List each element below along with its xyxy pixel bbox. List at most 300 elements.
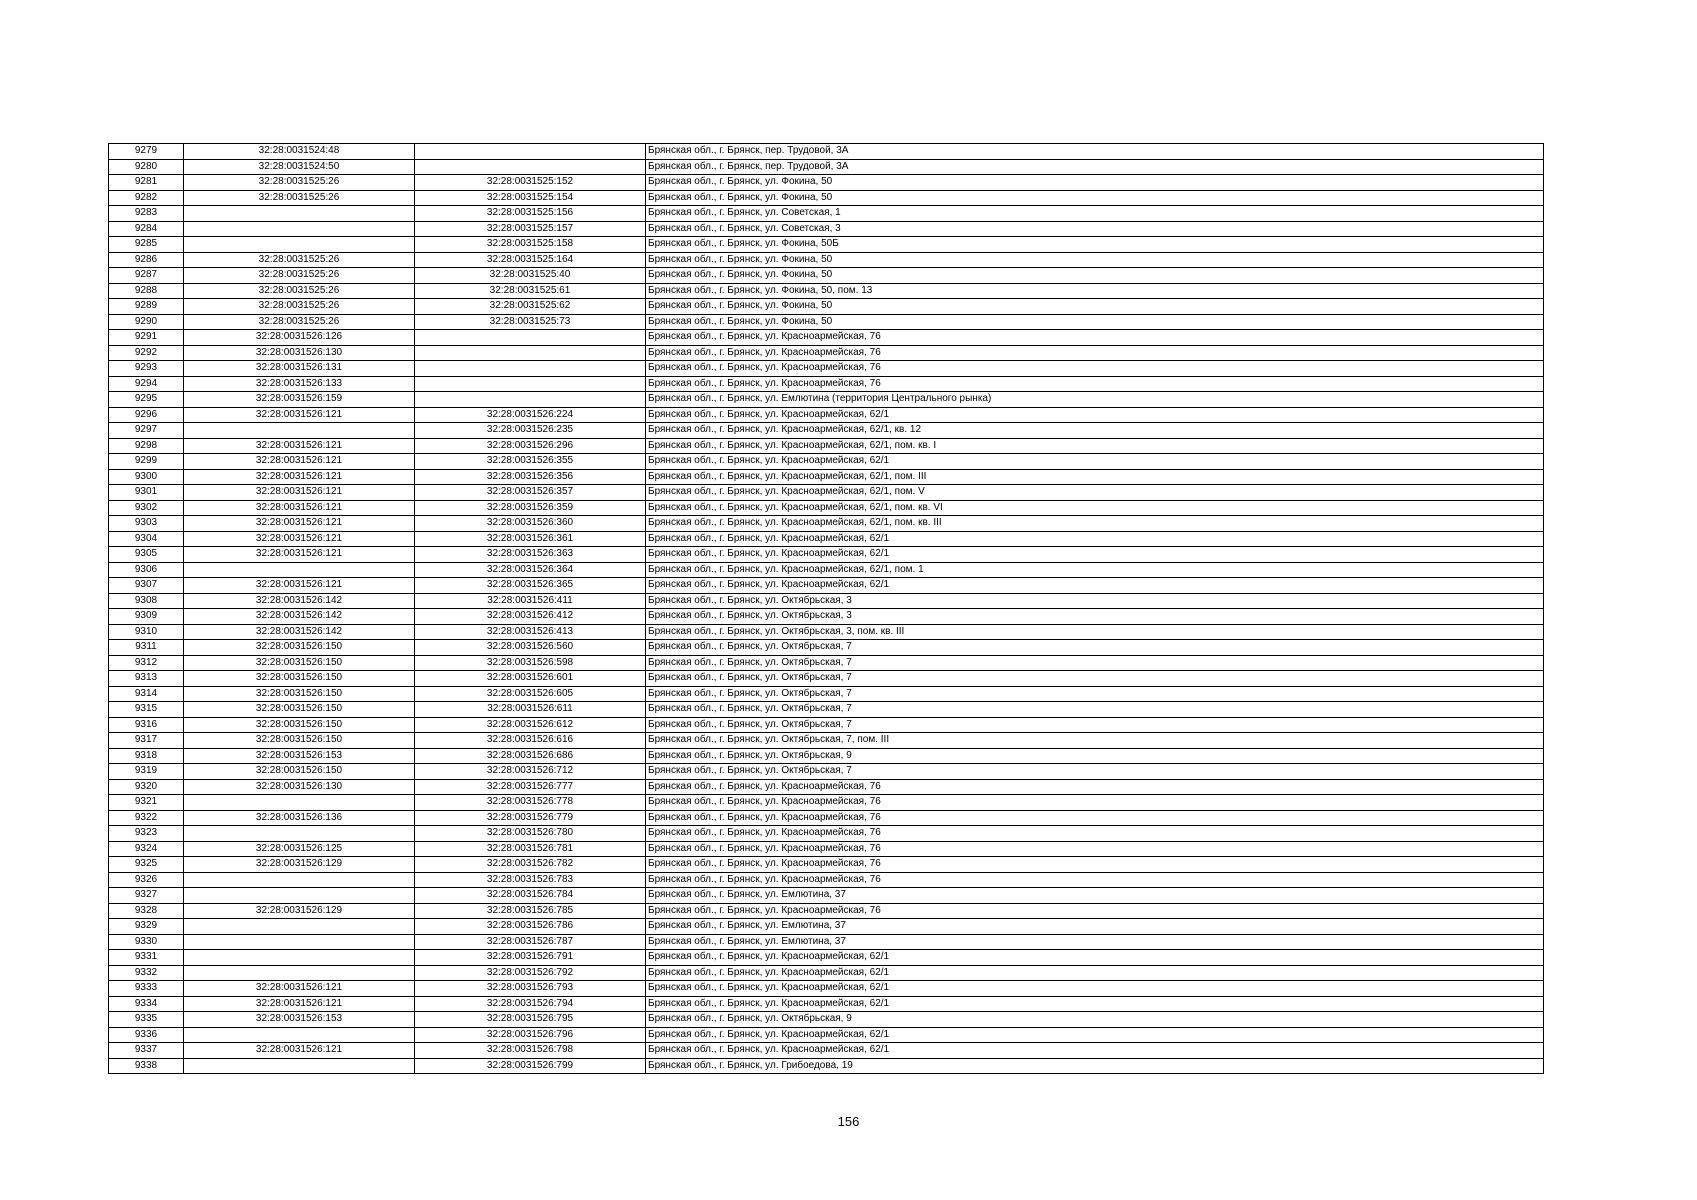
parent-cadastral-number-cell: 32:28:0031526:121 bbox=[184, 407, 415, 423]
cadastral-number-cell: 32:28:0031526:686 bbox=[415, 748, 646, 764]
address-cell: Брянская обл., г. Брянск, ул. Октябрьская, 3, пом. кв. III bbox=[646, 624, 1544, 640]
table-row bbox=[109, 981, 1544, 997]
parent-cadastral-number-cell bbox=[184, 1058, 415, 1074]
row-number-cell: 9310 bbox=[109, 624, 184, 640]
row-number-cell: 9320 bbox=[109, 779, 184, 795]
row-number-cell: 9306 bbox=[109, 562, 184, 578]
parent-cadastral-number-cell: 32:28:0031526:150 bbox=[184, 640, 415, 656]
address-cell: Брянская обл., г. Брянск, ул. Октябрьская, 9 bbox=[646, 1012, 1544, 1028]
table-row bbox=[109, 159, 1544, 175]
table-row bbox=[109, 361, 1544, 377]
row-number-cell: 9287 bbox=[109, 268, 184, 284]
cadastral-number-cell: 32:28:0031526:560 bbox=[415, 640, 646, 656]
cadastral-number-cell bbox=[415, 345, 646, 361]
address-cell: Брянская обл., г. Брянск, ул. Фокина, 50 bbox=[646, 252, 1544, 268]
address-cell: Брянская обл., г. Брянск, ул. Красноармейская, 62/1 bbox=[646, 950, 1544, 966]
row-number-cell: 9327 bbox=[109, 888, 184, 904]
cadastral-number-cell: 32:28:0031526:782 bbox=[415, 857, 646, 873]
cadastral-number-cell: 32:28:0031525:152 bbox=[415, 175, 646, 191]
address-cell: Брянская обл., г. Брянск, ул. Красноармейская, 76 bbox=[646, 361, 1544, 377]
row-number-cell: 9304 bbox=[109, 531, 184, 547]
table-row bbox=[109, 857, 1544, 873]
row-number-cell: 9325 bbox=[109, 857, 184, 873]
row-number-cell: 9313 bbox=[109, 671, 184, 687]
address-cell: Брянская обл., г. Брянск, ул. Красноармейская, 62/1 bbox=[646, 981, 1544, 997]
table-row bbox=[109, 717, 1544, 733]
parent-cadastral-number-cell: 32:28:0031526:121 bbox=[184, 438, 415, 454]
address-cell: Брянская обл., г. Брянск, ул. Красноармейская, 76 bbox=[646, 857, 1544, 873]
address-cell: Брянская обл., г. Брянск, ул. Октябрьская, 3 bbox=[646, 593, 1544, 609]
table-row bbox=[109, 299, 1544, 315]
address-cell: Брянская обл., г. Брянск, ул. Октябрьская, 9 bbox=[646, 748, 1544, 764]
parent-cadastral-number-cell: 32:28:0031525:26 bbox=[184, 314, 415, 330]
address-cell: Брянская обл., г. Брянск, ул. Красноармейская, 62/1, пом. кв. I bbox=[646, 438, 1544, 454]
table-row bbox=[109, 934, 1544, 950]
parent-cadastral-number-cell: 32:28:0031526:121 bbox=[184, 578, 415, 594]
address-cell: Брянская обл., г. Брянск, ул. Красноармейская, 62/1 bbox=[646, 996, 1544, 1012]
table-row bbox=[109, 733, 1544, 749]
row-number-cell: 9291 bbox=[109, 330, 184, 346]
cadastral-number-cell: 32:28:0031526:413 bbox=[415, 624, 646, 640]
parent-cadastral-number-cell: 32:28:0031526:121 bbox=[184, 485, 415, 501]
parent-cadastral-number-cell bbox=[184, 206, 415, 222]
table-row bbox=[109, 826, 1544, 842]
row-number-cell: 9326 bbox=[109, 872, 184, 888]
row-number-cell: 9307 bbox=[109, 578, 184, 594]
parent-cadastral-number-cell bbox=[184, 795, 415, 811]
cadastral-number-cell: 32:28:0031526:712 bbox=[415, 764, 646, 780]
parent-cadastral-number-cell: 32:28:0031526:130 bbox=[184, 779, 415, 795]
cadastral-number-cell: 32:28:0031526:598 bbox=[415, 655, 646, 671]
parent-cadastral-number-cell: 32:28:0031526:129 bbox=[184, 857, 415, 873]
cadastral-number-cell: 32:28:0031526:411 bbox=[415, 593, 646, 609]
address-cell: Брянская обл., г. Брянск, ул. Красноармейская, 76 bbox=[646, 872, 1544, 888]
cadastral-number-cell: 32:28:0031526:794 bbox=[415, 996, 646, 1012]
cadastral-number-cell: 32:28:0031526:612 bbox=[415, 717, 646, 733]
table-row bbox=[109, 516, 1544, 532]
row-number-cell: 9335 bbox=[109, 1012, 184, 1028]
table-row bbox=[109, 996, 1544, 1012]
row-number-cell: 9298 bbox=[109, 438, 184, 454]
table-row bbox=[109, 578, 1544, 594]
cadastral-number-cell: 32:28:0031525:158 bbox=[415, 237, 646, 253]
table-row bbox=[109, 888, 1544, 904]
table-row bbox=[109, 764, 1544, 780]
address-cell: Брянская обл., г. Брянск, ул. Грибоедова, 19 bbox=[646, 1058, 1544, 1074]
cadastral-number-cell: 32:28:0031526:361 bbox=[415, 531, 646, 547]
table-row bbox=[109, 965, 1544, 981]
row-number-cell: 9299 bbox=[109, 454, 184, 470]
address-cell: Брянская обл., г. Брянск, ул. Октябрьская, 7, пом. III bbox=[646, 733, 1544, 749]
row-number-cell: 9308 bbox=[109, 593, 184, 609]
cadastral-number-cell: 32:28:0031526:778 bbox=[415, 795, 646, 811]
row-number-cell: 9288 bbox=[109, 283, 184, 299]
address-cell: Брянская обл., г. Брянск, ул. Емлютина, 37 bbox=[646, 888, 1544, 904]
table-row bbox=[109, 144, 1544, 160]
parent-cadastral-number-cell bbox=[184, 950, 415, 966]
table-row bbox=[109, 438, 1544, 454]
row-number-cell: 9318 bbox=[109, 748, 184, 764]
table-row bbox=[109, 795, 1544, 811]
parent-cadastral-number-cell: 32:28:0031526:150 bbox=[184, 655, 415, 671]
cadastral-number-cell: 32:28:0031525:164 bbox=[415, 252, 646, 268]
row-number-cell: 9301 bbox=[109, 485, 184, 501]
parent-cadastral-number-cell: 32:28:0031526:121 bbox=[184, 516, 415, 532]
address-cell: Брянская обл., г. Брянск, ул. Фокина, 50 bbox=[646, 268, 1544, 284]
address-cell: Брянская обл., г. Брянск, ул. Фокина, 50, пом. 13 bbox=[646, 283, 1544, 299]
address-cell: Брянская обл., г. Брянск, ул. Красноармейская, 76 bbox=[646, 826, 1544, 842]
cadastral-number-cell: 32:28:0031526:356 bbox=[415, 469, 646, 485]
table-row bbox=[109, 221, 1544, 237]
parent-cadastral-number-cell: 32:28:0031526:121 bbox=[184, 547, 415, 563]
table-row bbox=[109, 903, 1544, 919]
row-number-cell: 9289 bbox=[109, 299, 184, 315]
address-cell: Брянская обл., г. Брянск, ул. Красноармейская, 62/1, пом. кв. VI bbox=[646, 500, 1544, 516]
parent-cadastral-number-cell: 32:28:0031526:121 bbox=[184, 996, 415, 1012]
row-number-cell: 9290 bbox=[109, 314, 184, 330]
row-number-cell: 9295 bbox=[109, 392, 184, 408]
cadastral-number-cell: 32:28:0031525:61 bbox=[415, 283, 646, 299]
cadastral-number-cell: 32:28:0031526:781 bbox=[415, 841, 646, 857]
row-number-cell: 9333 bbox=[109, 981, 184, 997]
address-cell: Брянская обл., г. Брянск, ул. Октябрьская, 7 bbox=[646, 686, 1544, 702]
parent-cadastral-number-cell: 32:28:0031526:150 bbox=[184, 764, 415, 780]
table-row bbox=[109, 1058, 1544, 1074]
row-number-cell: 9279 bbox=[109, 144, 184, 160]
address-cell: Брянская обл., г. Брянск, ул. Красноармейская, 62/1 bbox=[646, 407, 1544, 423]
parent-cadastral-number-cell bbox=[184, 826, 415, 842]
row-number-cell: 9334 bbox=[109, 996, 184, 1012]
cadastral-number-cell: 32:28:0031526:360 bbox=[415, 516, 646, 532]
table-row bbox=[109, 407, 1544, 423]
parent-cadastral-number-cell: 32:28:0031526:153 bbox=[184, 1012, 415, 1028]
table-row bbox=[109, 190, 1544, 206]
address-cell: Брянская обл., г. Брянск, ул. Красноармейская, 62/1, пом. V bbox=[646, 485, 1544, 501]
table-row bbox=[109, 671, 1544, 687]
table-row bbox=[109, 345, 1544, 361]
row-number-cell: 9283 bbox=[109, 206, 184, 222]
row-number-cell: 9305 bbox=[109, 547, 184, 563]
page-number: 156 bbox=[837, 1114, 860, 1129]
address-cell: Брянская обл., г. Брянск, ул. Красноармейская, 76 bbox=[646, 810, 1544, 826]
cadastral-number-cell: 32:28:0031526:364 bbox=[415, 562, 646, 578]
row-number-cell: 9319 bbox=[109, 764, 184, 780]
cadastral-number-cell: 32:28:0031526:611 bbox=[415, 702, 646, 718]
row-number-cell: 9323 bbox=[109, 826, 184, 842]
table-row bbox=[109, 950, 1544, 966]
parent-cadastral-number-cell: 32:28:0031526:142 bbox=[184, 609, 415, 625]
cadastral-number-cell: 32:28:0031526:355 bbox=[415, 454, 646, 470]
cadastral-number-cell: 32:28:0031526:779 bbox=[415, 810, 646, 826]
row-number-cell: 9329 bbox=[109, 919, 184, 935]
row-number-cell: 9303 bbox=[109, 516, 184, 532]
cadastral-number-cell bbox=[415, 159, 646, 175]
cadastral-number-cell: 32:28:0031526:365 bbox=[415, 578, 646, 594]
parent-cadastral-number-cell: 32:28:0031526:121 bbox=[184, 500, 415, 516]
row-number-cell: 9322 bbox=[109, 810, 184, 826]
address-cell: Брянская обл., г. Брянск, ул. Октябрьская, 7 bbox=[646, 640, 1544, 656]
table-row bbox=[109, 175, 1544, 191]
parent-cadastral-number-cell: 32:28:0031526:150 bbox=[184, 717, 415, 733]
cadastral-number-cell: 32:28:0031526:786 bbox=[415, 919, 646, 935]
row-number-cell: 9285 bbox=[109, 237, 184, 253]
table-row bbox=[109, 810, 1544, 826]
parent-cadastral-number-cell: 32:28:0031526:153 bbox=[184, 748, 415, 764]
table-row bbox=[109, 593, 1544, 609]
parent-cadastral-number-cell: 32:28:0031525:26 bbox=[184, 283, 415, 299]
address-cell: Брянская обл., г. Брянск, ул. Красноармейская, 62/1 bbox=[646, 547, 1544, 563]
cadastral-number-cell: 32:28:0031526:296 bbox=[415, 438, 646, 454]
row-number-cell: 9296 bbox=[109, 407, 184, 423]
parent-cadastral-number-cell: 32:28:0031526:126 bbox=[184, 330, 415, 346]
address-cell: Брянская обл., г. Брянск, ул. Красноармейская, 62/1 bbox=[646, 531, 1544, 547]
cadastral-number-cell: 32:28:0031526:796 bbox=[415, 1027, 646, 1043]
table-row bbox=[109, 702, 1544, 718]
parent-cadastral-number-cell: 32:28:0031526:133 bbox=[184, 376, 415, 392]
address-cell: Брянская обл., г. Брянск, ул. Красноармейская, 62/1, пом. кв. III bbox=[646, 516, 1544, 532]
parent-cadastral-number-cell: 32:28:0031526:121 bbox=[184, 981, 415, 997]
address-cell: Брянская обл., г. Брянск, ул. Красноармейская, 76 bbox=[646, 841, 1544, 857]
row-number-cell: 9331 bbox=[109, 950, 184, 966]
row-number-cell: 9284 bbox=[109, 221, 184, 237]
address-cell: Брянская обл., г. Брянск, ул. Красноармейская, 76 bbox=[646, 779, 1544, 795]
address-cell: Брянская обл., г. Брянск, ул. Красноармейская, 62/1 bbox=[646, 578, 1544, 594]
address-cell: Брянская обл., г. Брянск, ул. Октябрьская, 7 bbox=[646, 764, 1544, 780]
registry-sheet bbox=[108, 143, 1543, 1074]
table-row bbox=[109, 919, 1544, 935]
cadastral-number-cell: 32:28:0031526:357 bbox=[415, 485, 646, 501]
row-number-cell: 9282 bbox=[109, 190, 184, 206]
parent-cadastral-number-cell: 32:28:0031525:26 bbox=[184, 268, 415, 284]
row-number-cell: 9314 bbox=[109, 686, 184, 702]
cadastral-number-cell: 32:28:0031526:785 bbox=[415, 903, 646, 919]
row-number-cell: 9317 bbox=[109, 733, 184, 749]
table-row bbox=[109, 686, 1544, 702]
row-number-cell: 9311 bbox=[109, 640, 184, 656]
row-number-cell: 9324 bbox=[109, 841, 184, 857]
parent-cadastral-number-cell: 32:28:0031525:26 bbox=[184, 252, 415, 268]
address-cell: Брянская обл., г. Брянск, ул. Октябрьская, 7 bbox=[646, 702, 1544, 718]
parent-cadastral-number-cell: 32:28:0031526:150 bbox=[184, 702, 415, 718]
table-row bbox=[109, 330, 1544, 346]
cadastral-number-cell: 32:28:0031525:154 bbox=[415, 190, 646, 206]
table-row bbox=[109, 872, 1544, 888]
parent-cadastral-number-cell: 32:28:0031526:131 bbox=[184, 361, 415, 377]
row-number-cell: 9330 bbox=[109, 934, 184, 950]
cadastral-number-cell: 32:28:0031526:224 bbox=[415, 407, 646, 423]
row-number-cell: 9286 bbox=[109, 252, 184, 268]
table-row bbox=[109, 748, 1544, 764]
cadastral-number-cell: 32:28:0031526:795 bbox=[415, 1012, 646, 1028]
row-number-cell: 9312 bbox=[109, 655, 184, 671]
table-row bbox=[109, 392, 1544, 408]
table-row bbox=[109, 206, 1544, 222]
cadastral-number-cell: 32:28:0031526:601 bbox=[415, 671, 646, 687]
cadastral-number-cell: 32:28:0031526:780 bbox=[415, 826, 646, 842]
table-row bbox=[109, 376, 1544, 392]
parent-cadastral-number-cell bbox=[184, 423, 415, 439]
table-row bbox=[109, 624, 1544, 640]
parent-cadastral-number-cell bbox=[184, 919, 415, 935]
cadastral-number-cell: 32:28:0031526:783 bbox=[415, 872, 646, 888]
address-cell: Брянская обл., г. Брянск, ул. Фокина, 50 bbox=[646, 314, 1544, 330]
address-cell: Брянская обл., г. Брянск, ул. Красноармейская, 62/1, пом. III bbox=[646, 469, 1544, 485]
table-row bbox=[109, 500, 1544, 516]
table-row bbox=[109, 1043, 1544, 1059]
parent-cadastral-number-cell bbox=[184, 562, 415, 578]
table-row bbox=[109, 640, 1544, 656]
parent-cadastral-number-cell: 32:28:0031524:48 bbox=[184, 144, 415, 160]
parent-cadastral-number-cell: 32:28:0031526:150 bbox=[184, 671, 415, 687]
parent-cadastral-number-cell: 32:28:0031526:129 bbox=[184, 903, 415, 919]
cadastral-number-cell: 32:28:0031526:792 bbox=[415, 965, 646, 981]
address-cell: Брянская обл., г. Брянск, ул. Красноармейская, 62/1 bbox=[646, 1027, 1544, 1043]
parent-cadastral-number-cell: 32:28:0031526:130 bbox=[184, 345, 415, 361]
cadastral-number-cell: 32:28:0031525:156 bbox=[415, 206, 646, 222]
cadastral-number-cell: 32:28:0031526:412 bbox=[415, 609, 646, 625]
table-row bbox=[109, 423, 1544, 439]
parent-cadastral-number-cell: 32:28:0031525:26 bbox=[184, 190, 415, 206]
row-number-cell: 9293 bbox=[109, 361, 184, 377]
row-number-cell: 9328 bbox=[109, 903, 184, 919]
address-cell: Брянская обл., г. Брянск, ул. Советская, 1 bbox=[646, 206, 1544, 222]
table-row bbox=[109, 283, 1544, 299]
parent-cadastral-number-cell: 32:28:0031526:142 bbox=[184, 593, 415, 609]
address-cell: Брянская обл., г. Брянск, ул. Красноармейская, 76 bbox=[646, 903, 1544, 919]
parent-cadastral-number-cell bbox=[184, 965, 415, 981]
cadastral-number-cell: 32:28:0031526:791 bbox=[415, 950, 646, 966]
address-cell: Брянская обл., г. Брянск, пер. Трудовой, 3А bbox=[646, 144, 1544, 160]
cadastral-number-cell: 32:28:0031526:363 bbox=[415, 547, 646, 563]
address-cell: Брянская обл., г. Брянск, ул. Красноармейская, 76 bbox=[646, 330, 1544, 346]
cadastral-number-cell bbox=[415, 330, 646, 346]
parent-cadastral-number-cell bbox=[184, 237, 415, 253]
address-cell: Брянская обл., г. Брянск, ул. Красноармейская, 62/1 bbox=[646, 454, 1544, 470]
address-cell: Брянская обл., г. Брянск, ул. Красноармейская, 76 bbox=[646, 345, 1544, 361]
parent-cadastral-number-cell: 32:28:0031526:150 bbox=[184, 686, 415, 702]
row-number-cell: 9338 bbox=[109, 1058, 184, 1074]
address-cell: Брянская обл., г. Брянск, пер. Трудовой, 3А bbox=[646, 159, 1544, 175]
address-cell: Брянская обл., г. Брянск, ул. Октябрьская, 7 bbox=[646, 717, 1544, 733]
cadastral-number-cell: 32:28:0031526:777 bbox=[415, 779, 646, 795]
table-row bbox=[109, 562, 1544, 578]
row-number-cell: 9281 bbox=[109, 175, 184, 191]
parent-cadastral-number-cell bbox=[184, 872, 415, 888]
address-cell: Брянская обл., г. Брянск, ул. Красноармейская, 62/1 bbox=[646, 965, 1544, 981]
row-number-cell: 9337 bbox=[109, 1043, 184, 1059]
row-number-cell: 9336 bbox=[109, 1027, 184, 1043]
table-row bbox=[109, 485, 1544, 501]
cadastral-number-cell: 32:28:0031525:73 bbox=[415, 314, 646, 330]
address-cell: Брянская обл., г. Брянск, ул. Фокина, 50 bbox=[646, 175, 1544, 191]
cadastral-number-cell: 32:28:0031525:157 bbox=[415, 221, 646, 237]
row-number-cell: 9280 bbox=[109, 159, 184, 175]
row-number-cell: 9332 bbox=[109, 965, 184, 981]
table-row bbox=[109, 547, 1544, 563]
registry-table-body bbox=[109, 144, 1544, 1074]
table-row bbox=[109, 841, 1544, 857]
table-row bbox=[109, 314, 1544, 330]
cadastral-number-cell: 32:28:0031526:793 bbox=[415, 981, 646, 997]
address-cell: Брянская обл., г. Брянск, ул. Октябрьская, 3 bbox=[646, 609, 1544, 625]
row-number-cell: 9309 bbox=[109, 609, 184, 625]
cadastral-number-cell: 32:28:0031526:784 bbox=[415, 888, 646, 904]
parent-cadastral-number-cell: 32:28:0031526:159 bbox=[184, 392, 415, 408]
parent-cadastral-number-cell: 32:28:0031525:26 bbox=[184, 299, 415, 315]
table-row bbox=[109, 237, 1544, 253]
cadastral-number-cell bbox=[415, 361, 646, 377]
cadastral-number-cell: 32:28:0031526:616 bbox=[415, 733, 646, 749]
registry-table bbox=[108, 143, 1544, 1074]
address-cell: Брянская обл., г. Брянск, ул. Фокина, 50Б bbox=[646, 237, 1544, 253]
table-row bbox=[109, 268, 1544, 284]
parent-cadastral-number-cell: 32:28:0031526:150 bbox=[184, 733, 415, 749]
parent-cadastral-number-cell: 32:28:0031526:121 bbox=[184, 469, 415, 485]
cadastral-number-cell: 32:28:0031526:799 bbox=[415, 1058, 646, 1074]
cadastral-number-cell: 32:28:0031526:798 bbox=[415, 1043, 646, 1059]
address-cell: Брянская обл., г. Брянск, ул. Красноармейская, 62/1 bbox=[646, 1043, 1544, 1059]
parent-cadastral-number-cell: 32:28:0031524:50 bbox=[184, 159, 415, 175]
parent-cadastral-number-cell bbox=[184, 1027, 415, 1043]
address-cell: Брянская обл., г. Брянск, ул. Емлютина (территория Центрального рынка) bbox=[646, 392, 1544, 408]
cadastral-number-cell: 32:28:0031526:359 bbox=[415, 500, 646, 516]
parent-cadastral-number-cell: 32:28:0031526:121 bbox=[184, 1043, 415, 1059]
parent-cadastral-number-cell bbox=[184, 888, 415, 904]
table-row bbox=[109, 454, 1544, 470]
row-number-cell: 9300 bbox=[109, 469, 184, 485]
row-number-cell: 9297 bbox=[109, 423, 184, 439]
address-cell: Брянская обл., г. Брянск, ул. Емлютина, 37 bbox=[646, 919, 1544, 935]
cadastral-number-cell: 32:28:0031526:787 bbox=[415, 934, 646, 950]
row-number-cell: 9315 bbox=[109, 702, 184, 718]
parent-cadastral-number-cell: 32:28:0031526:136 bbox=[184, 810, 415, 826]
row-number-cell: 9294 bbox=[109, 376, 184, 392]
row-number-cell: 9302 bbox=[109, 500, 184, 516]
address-cell: Брянская обл., г. Брянск, ул. Красноармейская, 62/1, пом. 1 bbox=[646, 562, 1544, 578]
address-cell: Брянская обл., г. Брянск, ул. Емлютина, 37 bbox=[646, 934, 1544, 950]
parent-cadastral-number-cell bbox=[184, 221, 415, 237]
table-row bbox=[109, 779, 1544, 795]
table-row bbox=[109, 609, 1544, 625]
table-row bbox=[109, 469, 1544, 485]
table-row bbox=[109, 1027, 1544, 1043]
address-cell: Брянская обл., г. Брянск, ул. Фокина, 50 bbox=[646, 190, 1544, 206]
cadastral-number-cell bbox=[415, 392, 646, 408]
table-row bbox=[109, 252, 1544, 268]
parent-cadastral-number-cell: 32:28:0031526:121 bbox=[184, 454, 415, 470]
address-cell: Брянская обл., г. Брянск, ул. Октябрьская, 7 bbox=[646, 671, 1544, 687]
address-cell: Брянская обл., г. Брянск, ул. Красноармейская, 62/1, кв. 12 bbox=[646, 423, 1544, 439]
table-row bbox=[109, 1012, 1544, 1028]
address-cell: Брянская обл., г. Брянск, ул. Советская, 3 bbox=[646, 221, 1544, 237]
parent-cadastral-number-cell: 32:28:0031526:121 bbox=[184, 531, 415, 547]
parent-cadastral-number-cell: 32:28:0031525:26 bbox=[184, 175, 415, 191]
address-cell: Брянская обл., г. Брянск, ул. Фокина, 50 bbox=[646, 299, 1544, 315]
address-cell: Брянская обл., г. Брянск, ул. Красноармейская, 76 bbox=[646, 795, 1544, 811]
row-number-cell: 9316 bbox=[109, 717, 184, 733]
cadastral-number-cell bbox=[415, 144, 646, 160]
table-row bbox=[109, 655, 1544, 671]
address-cell: Брянская обл., г. Брянск, ул. Октябрьская, 7 bbox=[646, 655, 1544, 671]
cadastral-number-cell: 32:28:0031526:235 bbox=[415, 423, 646, 439]
row-number-cell: 9292 bbox=[109, 345, 184, 361]
cadastral-number-cell: 32:28:0031525:62 bbox=[415, 299, 646, 315]
table-row bbox=[109, 531, 1544, 547]
cadastral-number-cell bbox=[415, 376, 646, 392]
parent-cadastral-number-cell: 32:28:0031526:125 bbox=[184, 841, 415, 857]
parent-cadastral-number-cell: 32:28:0031526:142 bbox=[184, 624, 415, 640]
cadastral-number-cell: 32:28:0031526:605 bbox=[415, 686, 646, 702]
